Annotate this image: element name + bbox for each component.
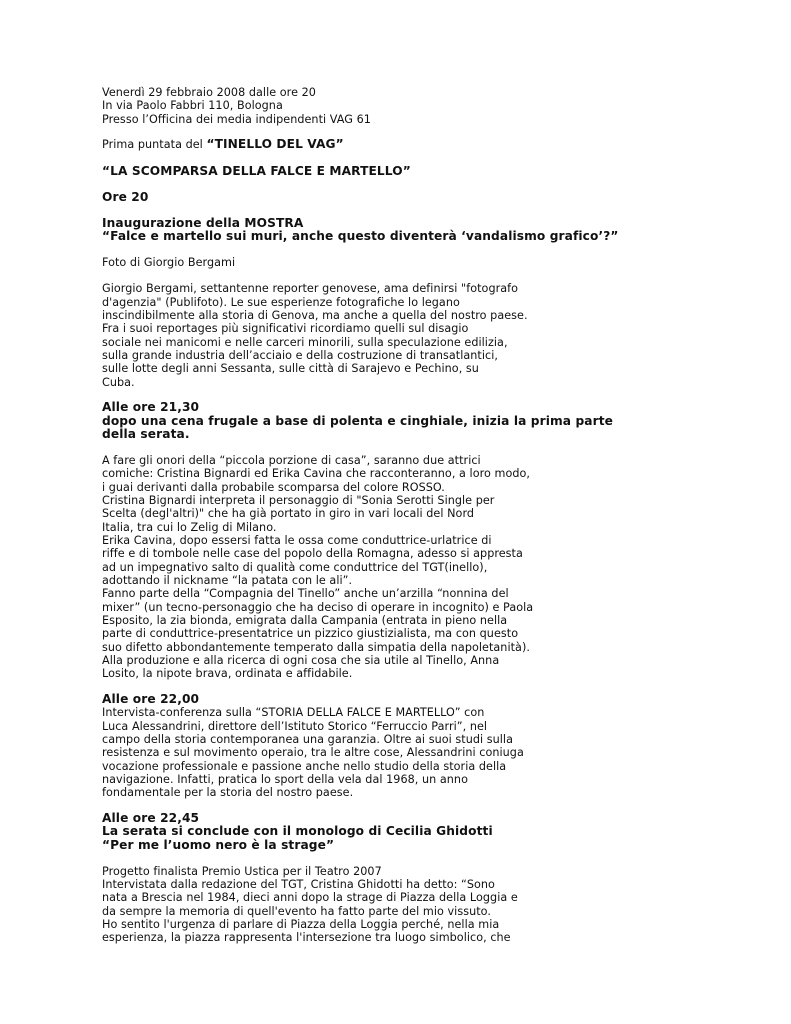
heading-line: “Per me l’uomo nero è la strage” — [102, 837, 335, 852]
body-line: Alla produzione e alla ricerca di ogni cosa che sia utile al Tinello, Anna — [102, 654, 500, 668]
heading-line: La serata si conclude con il monologo di Cecilia Ghidotti — [102, 824, 493, 839]
event-header — [102, 86, 572, 126]
body-line: vocazione professionale e passione anche nello studio della storia della — [102, 759, 507, 773]
document-page — [102, 86, 619, 945]
heading-line: “Falce e martello sui muri, anche questo diventerà ‘vandalismo grafico’?” — [102, 229, 619, 244]
section3-body — [102, 706, 572, 799]
body-line: esperienza, la piazza rappresenta l'intersezione tra luogo simbolico, che — [102, 931, 511, 945]
heading-line: Alle ore 22,45 — [102, 810, 200, 825]
section3-heading: Alle ore 22,00 — [102, 691, 200, 706]
body-line: Ho sentito l'urgenza di parlare di Piazza della Loggia perché, nella mia — [102, 917, 500, 931]
body-line: d'agenzia" (Publifoto). Le sue esperienze fotografiche lo legano — [102, 295, 460, 309]
body-line: sociale nei manicomi e nelle carceri minorili, sulla speculazione edilizia, — [102, 335, 508, 349]
body-line: da sempre la memoria di quell'evento ha fatto parte del mio vissuto. — [102, 904, 491, 918]
body-line: adottando il nickname “la patata con le ali”. — [102, 573, 353, 587]
document-title: “LA SCOMPARSA DELLA FALCE E MARTELLO” — [102, 163, 411, 178]
body-line: Cuba. — [102, 375, 135, 389]
event-venue: Presso l’Officina dei media indipendenti VAG 61 — [102, 112, 371, 126]
body-line: Esposito, la zia bionda, emigrata dalla Campania (entrata in pieno nella — [102, 614, 508, 627]
body-line: Fra i suoi reportages più significativi ricordiamo quelli sul disagio — [102, 322, 469, 336]
body-line: riffe e di tombole nelle case del popolo della Romagna, adesso si appresta — [102, 547, 523, 561]
body-line: i guai derivanti dalla probabile scomparsa del colore ROSSO. — [102, 480, 445, 494]
body-line: Progetto finalista Premio Ustica per il Teatro 2007 — [102, 864, 382, 878]
body-line: Luca Alessandrini, direttore dell’Istituto Storico “Ferruccio Parri”, nel — [102, 719, 488, 733]
body-line: ad un impegnativo salto di qualità come conduttrice del TGT(inello), — [102, 560, 488, 574]
body-line: inscindibilmente alla storia di Genova, ma anche a quella del nostro paese. — [102, 309, 528, 323]
body-line: fondamentale per la storia del nostro paese. — [102, 786, 354, 800]
section1-heading — [102, 215, 619, 244]
event-address: In via Paolo Fabbri 110, Bologna — [102, 99, 283, 113]
body-line: Scelta (degl'altri)" che ha già portato in giro in vari locali del Nord — [102, 507, 475, 521]
section4-heading — [102, 812, 572, 853]
heading-line: Alle ore 21,30 — [102, 400, 200, 415]
body-line: Giorgio Bergami, settantenne reporter genovese, ama definirsi "fotografo — [102, 282, 519, 296]
body-line: Italia, tra cui lo Zelig di Milano. — [102, 520, 277, 534]
body-line: Losito, la nipote brava, ordinata e affidabile. — [102, 667, 353, 681]
body-line: Cristina Bignardi interpreta il personaggio di "Sonia Serotti Single per — [102, 493, 495, 507]
event-date: Venerdì 29 febbraio 2008 dalle ore 20 — [102, 86, 316, 99]
body-line: resistenza e sul movimento operaio, tra le altre cose, Alessandrini coniuga — [102, 746, 524, 760]
section1-time: Ore 20 — [102, 190, 149, 205]
body-line: Intervistata dalla redazione del TGT, Cristina Ghidotti ha detto: “Sono — [102, 877, 495, 891]
body-line: sulla grande industria dell’acciaio e della costruzione di transatlantici, — [102, 349, 498, 363]
section2-heading — [102, 400, 613, 442]
body-line: A fare gli onori della “piccola porzione di casa”, saranno due attrici — [102, 453, 481, 467]
body-line: comiche: Cristina Bignardi ed Erika Cavina che racconteranno, a loro modo, — [102, 467, 531, 481]
body-line: nata a Brescia nel 1984, dieci anni dopo la strage di Piazza della Loggia e — [102, 891, 518, 905]
section2-body — [102, 454, 572, 681]
body-line: Erika Cavina, dopo essersi fatta le ossa come conduttrice-urlatrice di — [102, 533, 492, 547]
heading-line: dopo una cena frugale a base di polenta e cinghiale, inizia la prima parte — [102, 413, 613, 428]
body-line: sulle lotte degli anni Sessanta, sulle città di Sarajevo e Pechino, su — [102, 362, 479, 376]
intro-prefix: Prima puntata del — [102, 138, 207, 152]
body-line: Fanno parte della “Compagnia del Tinello” anche un’arzilla “nonnina del — [102, 587, 509, 601]
body-line: parte di conduttrice-presentatrice un pizzico giustizialista, ma con questo — [102, 627, 519, 641]
body-line: Intervista-conferenza sulla “STORIA DELLA FALCE E MARTELLO” con — [102, 706, 485, 720]
intro-line — [102, 138, 572, 152]
section4-body — [102, 865, 572, 945]
event-name: “TINELLO DEL VAG” — [206, 137, 344, 152]
heading-line: della serata. — [102, 427, 190, 442]
body-line: navigazione. Infatti, pratica lo sport della vela dal 1968, un anno — [102, 773, 468, 787]
section1-body — [102, 282, 572, 389]
heading-line: Inaugurazione della MOSTRA — [102, 215, 304, 230]
body-line: campo della storia contemporanea una garanzia. Oltre ai suoi studi sulla — [102, 733, 513, 746]
photo-credit: Foto di Giorgio Bergami — [102, 256, 236, 269]
body-line: mixer” (un tecno-personaggio che ha deciso di operare in incognito) e Paola — [102, 600, 534, 614]
body-line: suo difetto abbondantemente temperato dalla simpatia della napoletanità). — [102, 640, 530, 654]
